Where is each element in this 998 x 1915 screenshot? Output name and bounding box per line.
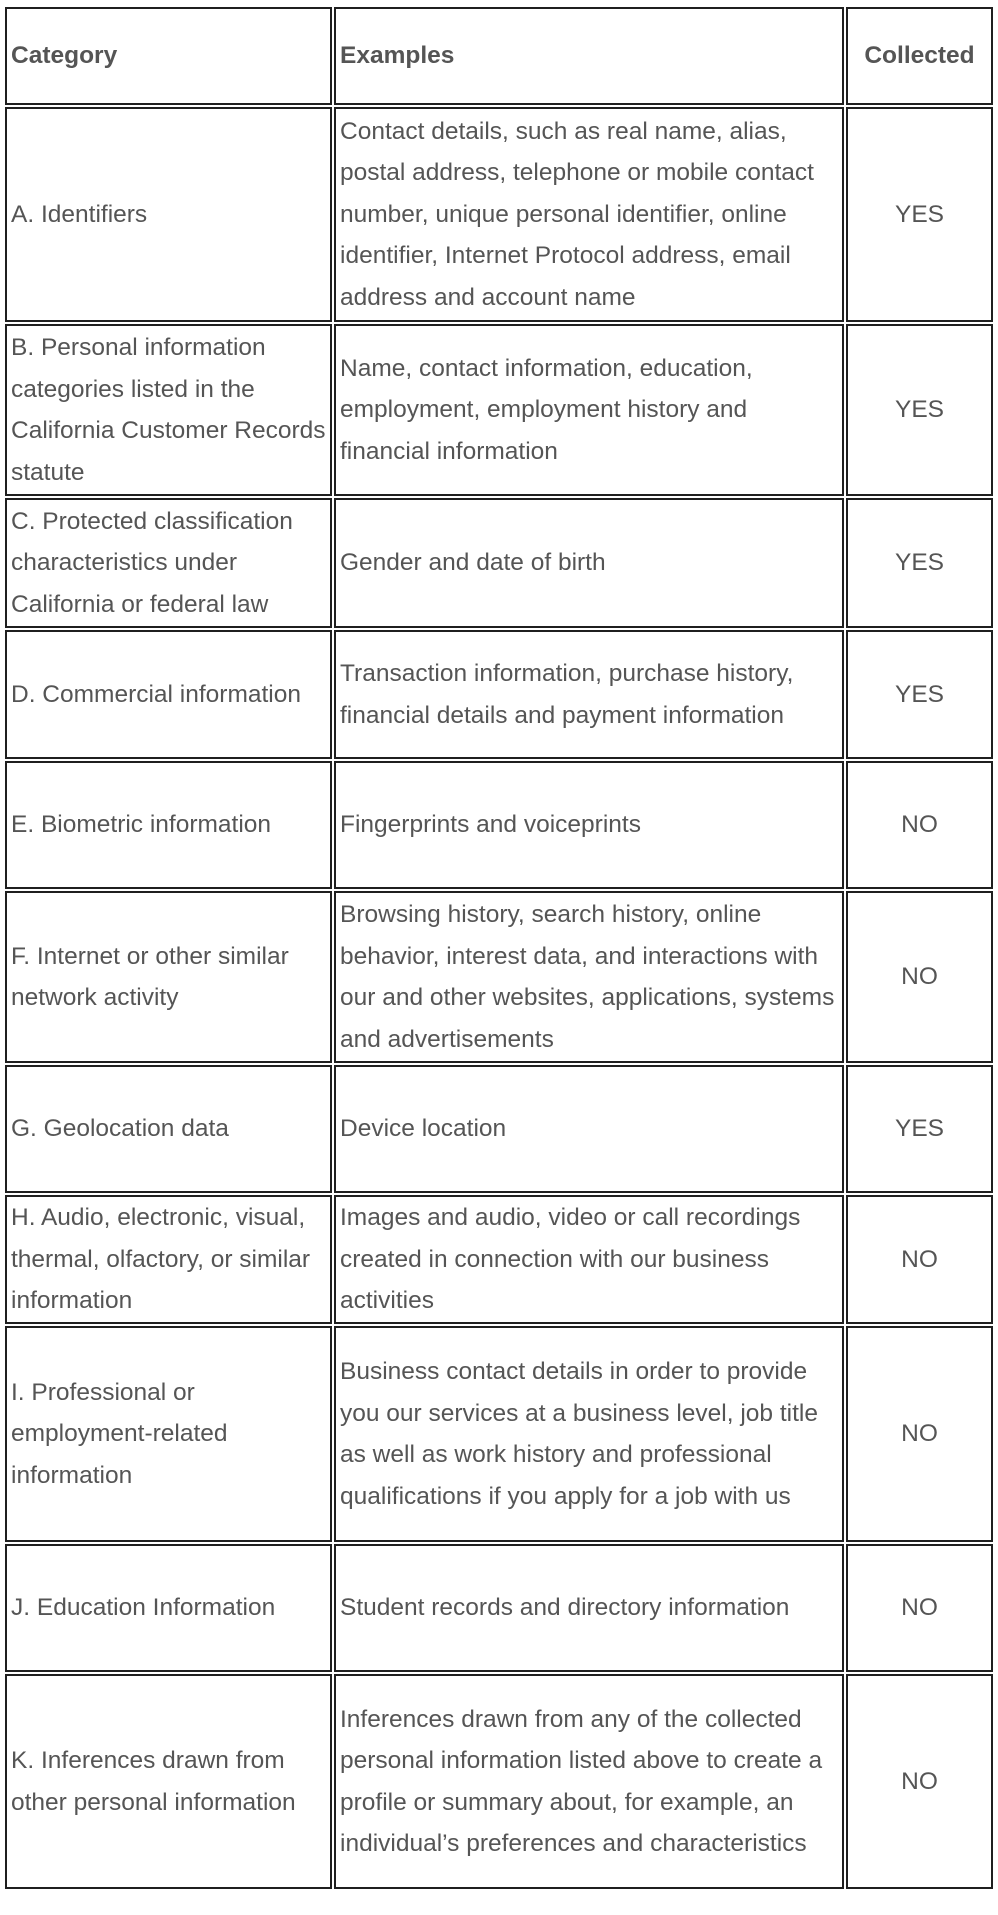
- examples-cell: Browsing history, search history, online behavior, interest data, and interactions with our and other websites, applications, systems and advertisements: [334, 891, 844, 1063]
- collected-cell: NO: [846, 1326, 993, 1542]
- table-header-row: [5, 7, 993, 105]
- header-category: Category: [5, 7, 332, 105]
- examples-cell: Name, contact information, education, employment, employment history and financial information: [334, 324, 844, 496]
- examples-cell: Gender and date of birth: [334, 498, 844, 628]
- header-examples: Examples: [334, 7, 844, 105]
- examples-cell: Fingerprints and voiceprints: [334, 761, 844, 889]
- table-row: [5, 1326, 993, 1542]
- collected-cell: NO: [846, 1195, 993, 1324]
- personal-information-table: [3, 5, 995, 1891]
- table-row: [5, 498, 993, 628]
- collected-cell: YES: [846, 107, 993, 322]
- table-row: [5, 107, 993, 322]
- examples-cell: Contact details, such as real name, alias, postal address, telephone or mobile contact number, unique personal identifier, online identifier, Internet Protocol address, email address and account name: [334, 107, 844, 322]
- table-row: [5, 324, 993, 496]
- category-cell: F. Internet or other similar network activity: [5, 891, 332, 1063]
- table-row: [5, 1065, 993, 1193]
- collected-cell: YES: [846, 1065, 993, 1193]
- category-cell: E. Biometric information: [5, 761, 332, 889]
- collected-cell: YES: [846, 630, 993, 759]
- collected-cell: YES: [846, 498, 993, 628]
- examples-cell: Student records and directory information: [334, 1544, 844, 1672]
- table-row: [5, 1195, 993, 1324]
- category-cell: G. Geolocation data: [5, 1065, 332, 1193]
- category-cell: C. Protected classification characteristics under California or federal law: [5, 498, 332, 628]
- collected-cell: NO: [846, 761, 993, 889]
- category-cell: K. Inferences drawn from other personal information: [5, 1674, 332, 1889]
- category-cell: J. Education Information: [5, 1544, 332, 1672]
- category-cell: A. Identifiers: [5, 107, 332, 322]
- examples-cell: Device location: [334, 1065, 844, 1193]
- category-cell: D. Commercial information: [5, 630, 332, 759]
- collected-cell: NO: [846, 1544, 993, 1672]
- category-cell: B. Personal information categories listed in the California Customer Records statute: [5, 324, 332, 496]
- examples-cell: Images and audio, video or call recordings created in connection with our business activities: [334, 1195, 844, 1324]
- header-collected: Collected: [846, 7, 993, 105]
- table-row: [5, 630, 993, 759]
- table-row: [5, 1544, 993, 1672]
- examples-cell: Business contact details in order to provide you our services at a business level, job title as well as work history and professional qualifications if you apply for a job with us: [334, 1326, 844, 1542]
- collected-cell: NO: [846, 891, 993, 1063]
- examples-cell: Inferences drawn from any of the collected personal information listed above to create a profile or summary about, for example, an individual’s preferences and characteristics: [334, 1674, 844, 1889]
- category-cell: H. Audio, electronic, visual, thermal, olfactory, or similar information: [5, 1195, 332, 1324]
- table-row: [5, 761, 993, 889]
- collected-cell: YES: [846, 324, 993, 496]
- table-row: [5, 1674, 993, 1889]
- table-row: [5, 891, 993, 1063]
- examples-cell: Transaction information, purchase history, financial details and payment information: [334, 630, 844, 759]
- collected-cell: NO: [846, 1674, 993, 1889]
- category-cell: I. Professional or employment-related information: [5, 1326, 332, 1542]
